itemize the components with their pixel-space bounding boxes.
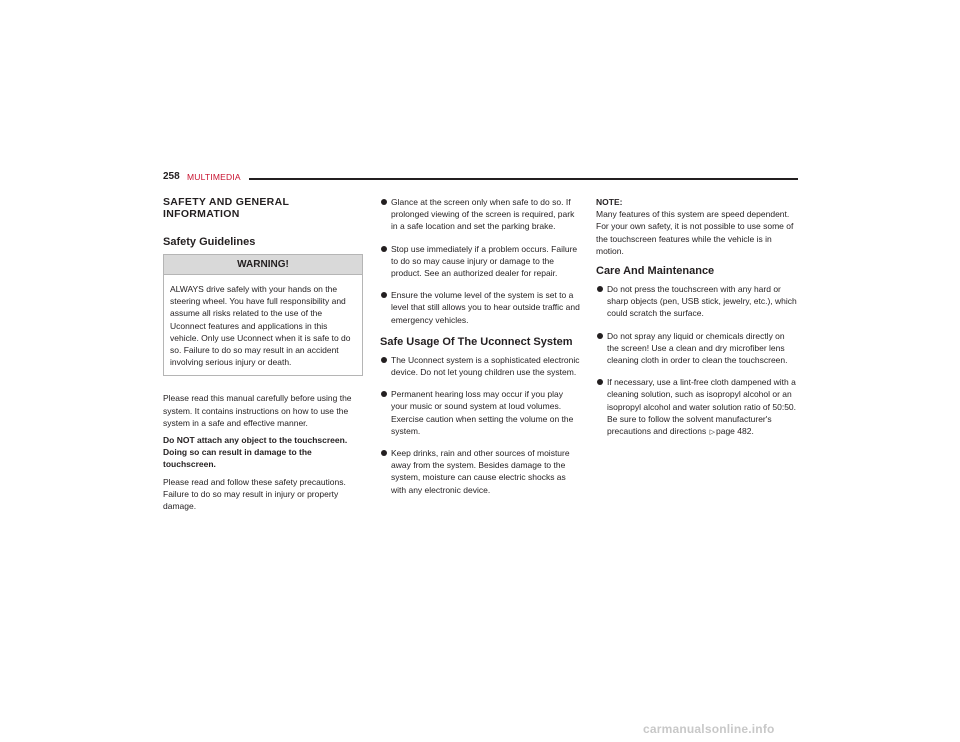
page-number: 258 — [163, 171, 180, 182]
care-maintenance-heading: Care And Maintenance — [596, 265, 715, 278]
bullet-icon — [381, 450, 387, 456]
intro-paragraph: Please read this manual carefully before using the system. It contains instructions on how to use the system in a safe and effective manner. — [163, 393, 352, 428]
list-item: Ensure the volume level of the system is set to a level that still allows you to hear outside traffic and emergency vehicles. — [380, 289, 580, 326]
list-item: Stop use immediately if a problem occurs. Failure to do so may cause injury or damage to the product. See an authorized dealer for repair. — [380, 243, 580, 280]
note-text: Many features of this system are speed dependent. For your own safety, it is not possible to use some of the touchscreen features while the vehicle is in motion. — [596, 209, 794, 256]
page-reference-link[interactable]: page 482. — [716, 426, 754, 437]
warning-box — [163, 254, 363, 376]
warning-title: WARNING! — [164, 255, 362, 275]
list-item: If necessary, use a lint-free cloth dampened with a cleaning solution, such as isopropyl alcohol or an isopropyl alcohol and water solution ratio of 50:50. Be sure to follow the solvent manufacturer's precautions and directions ▷page 482. — [596, 376, 798, 439]
list-item: Keep drinks, rain and other sources of moisture away from the system. Besides damage to the system, moisture can cause electric shocks as with any electronic device. — [380, 447, 580, 496]
section-name: MULTIMEDIA — [187, 172, 241, 182]
bullet-icon — [381, 246, 387, 252]
safety-bullet-list — [380, 196, 580, 326]
column-1 — [163, 196, 363, 517]
warning-text: ALWAYS drive safely with your hands on the steering wheel. You have full responsibility and assume all risks related to the use of the Uconnect features and applications in this vehicle. Only use Uconnect when it is safe to do so. Failure to do so may result in an accident involving serious injury or death. — [170, 284, 351, 368]
page-reference-arrow-icon: ▷ — [709, 429, 715, 437]
column-3 — [596, 196, 798, 449]
touchscreen-caution: Do NOT attach any object to the touchscreen. Doing so can result in damage to the touchscreen. — [163, 435, 348, 470]
bullet-icon — [597, 333, 603, 339]
bullet-icon — [597, 379, 603, 385]
bullet-icon — [381, 199, 387, 205]
list-item: Glance at the screen only when safe to do so. If prolonged viewing of the screen is required, park in a safe location and set the parking brake. — [380, 196, 580, 233]
usage-bullet-list — [380, 354, 580, 496]
note-label: NOTE: — [596, 197, 623, 207]
safe-usage-heading: Safe Usage Of The Uconnect System — [380, 335, 573, 348]
page-header — [163, 171, 798, 185]
list-item: The Uconnect system is a sophisticated electronic device. Do not let young children use the system. — [380, 354, 580, 378]
list-item: Do not press the touchscreen with any hard or sharp objects (pen, USB stick, jewelry, etc.), which could scratch the surface. — [596, 283, 798, 320]
bullet-icon — [597, 286, 603, 292]
list-item: Do not spray any liquid or chemicals directly on the screen! Use a clean and dry microfiber lens cleaning cloth in order to clean the touchscreen. — [596, 330, 798, 367]
list-item: Permanent hearing loss may occur if you play your music or sound system at loud volumes. Exercise caution when setting the volume on the system. — [380, 388, 580, 437]
header-rule — [249, 178, 798, 180]
bullet-icon — [381, 357, 387, 363]
watermark: carmanualsonline.info — [643, 722, 775, 736]
column-2 — [380, 196, 580, 506]
bullet-icon — [381, 391, 387, 397]
safety-guidelines-heading: Safety Guidelines — [163, 236, 256, 248]
care-bullet-list — [596, 283, 798, 439]
precautions-paragraph: Please read and follow these safety precautions. Failure to do so may result in injury or property damage. — [163, 476, 346, 512]
bullet-icon — [381, 292, 387, 298]
section-title: SAFETY AND GENERAL INFORMATION — [163, 196, 289, 220]
